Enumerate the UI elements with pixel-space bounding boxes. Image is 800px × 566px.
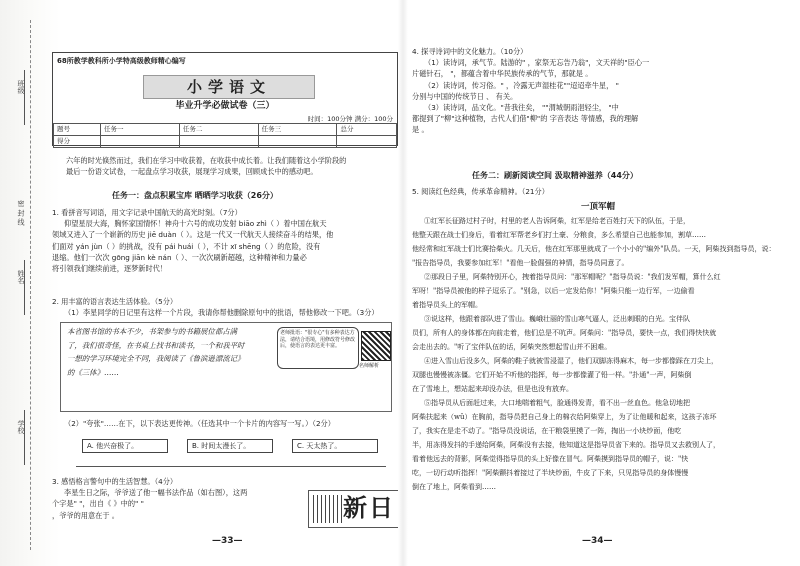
task2-heading: 任务二：刷新阅读空间 汲取精神滋养（44分） [472, 171, 638, 180]
passage-line: "报告指导员，我要参加红军！"看他一脸倔强的神情，指导员同意了。 [412, 259, 629, 267]
series-text: 68所教学教科所小学特高级教师精心编写 [57, 57, 186, 65]
score-input[interactable] [101, 136, 180, 148]
table-cell: 题号 [54, 124, 101, 136]
diary-line: 本省图书馆的书本不少，书架参与的书籍展位都占满 [67, 327, 237, 336]
passage-line: 在了雪地上，想站起来却没办法，但是也没有放弃。 [412, 385, 573, 393]
story-title: 一顶军帽 [580, 202, 615, 212]
passage-line: 吃，一切行动听指挥！"阿柴颤抖着接过了半块炒面，牛皮了下来，只见指导员的身体慢慢 [412, 469, 689, 477]
binding-margin [0, 0, 40, 566]
diary-line: 了，我们很奇怪，在书桌上找书和读书，一个和我平时 [67, 340, 245, 350]
question-text: 5. 阅读红色经典，传承革命精神。（21分） [412, 187, 549, 196]
question-line[interactable]: 是 。 [412, 125, 429, 135]
calligraphy-inscription [313, 495, 343, 523]
table-cell: 任务一 [101, 124, 180, 136]
passage-line: 员们，所有人的身体都在向前走着，他们总是不吭声。阿柴问："指导员，要快一点，我们得快快就 [412, 329, 717, 337]
qr-code-icon[interactable] [361, 331, 391, 361]
question-2 [52, 296, 396, 318]
school-underline [24, 410, 25, 465]
question-line: 将引领我们继续前进，逐梦新时代！ [52, 264, 168, 274]
exam-subtitle: 毕业升学必做试卷（三） [175, 101, 275, 111]
calligraphy-characters: 新日 [343, 493, 395, 522]
name-label: 姓名 [17, 270, 25, 284]
score-input[interactable] [258, 136, 337, 148]
question-3 [52, 476, 302, 521]
question-4 [412, 46, 784, 136]
intro-paragraph [52, 155, 396, 177]
question-text: 2. 用丰富的语言表达生活体验。（5分） [52, 297, 178, 306]
passage-line: ②那段日子里，阿柴特别开心，拽着指导员问："那军帽呢？"指导员说："我们发军帽，算什么红 [424, 273, 721, 281]
question-2-2 [52, 418, 396, 429]
question-5 [412, 186, 784, 197]
question-line[interactable]: （2）读诗词，传习俗。" ，冷露无声湿桂花""迢迢牵牛星， " [424, 80, 619, 90]
class-label: 班级 [17, 80, 25, 94]
diary-line: 的《三体》…… [67, 367, 119, 377]
question-sub: （2）"夸张"……在下，以下表达更传神。（任选其中一个卡片的内容写一写。）（2分） [64, 419, 335, 428]
question-line[interactable]: 都提到了"柳"这种植物，古代人们借"柳"的 字音表达 等情感，我的理解 [412, 114, 639, 124]
passage-line: 看着他远去的背影，阿柴觉得指导员的头上好像在冒气。阿柴摸到指导员的帽子，说："快 [412, 455, 689, 463]
option-card-c[interactable]: C. 天太热了。 [292, 439, 378, 453]
question-line[interactable]: （3）读诗词，品文化。"昔我往矣， ""渭城朝雨浥轻尘， "中 [424, 103, 619, 113]
page-33 [52, 0, 396, 566]
class-underline [24, 70, 25, 125]
question-text: 3. 感悟格言警句中的生活智慧。（4分） [52, 477, 178, 486]
question-line[interactable]: （1）读诗词，承气节。陆游的" ，家祭无忘告乃翁"，文天祥的"臣心一 [424, 58, 650, 68]
intro-line: 最后一份语文试卷，一起盘点学习收获，展现学习成果，回顾成长中的感动吧。 [66, 167, 318, 177]
question-1 [52, 207, 396, 274]
table-cell: 得分 [54, 136, 101, 148]
school-label: 学校 [17, 420, 25, 434]
passage-line: 了，我实在是走不动了。"指导员没说话，在干粮袋里摸了一阵，掏出一小块炒面，他吃 [412, 427, 682, 435]
exam-title: 小学语文 [143, 75, 315, 99]
page-number: —33— [212, 536, 243, 546]
score-table-row [54, 124, 397, 136]
passage-line: 会走出去的。"听了宝伴队伍的话，阿柴突然想起雪山并不困难。 [412, 343, 612, 351]
passage-line: 着指导员头上的军帽。 [412, 301, 482, 309]
passage-line: 阿柴扶起来（wǔ）在胸前，指导员把自己身上的棉衣给阿柴穿上，为了让他暖和起来，这孩子冻坏 [412, 413, 717, 421]
teacher-tip: 老师批语："很专心"有多种表达方法，请结合语境，用修改符号修改后，使语言的表达更丰富。 [277, 327, 359, 369]
qr-label: 名师解析 [359, 363, 380, 369]
passage-line: 倒在了地上，阿柴看到…… [412, 483, 496, 491]
question-line[interactable]: ，爷爷的用意在于 。 [52, 510, 119, 520]
question-text: 4. 探寻诗词中的文化魅力。（10分） [412, 47, 528, 56]
answer-line[interactable] [76, 466, 386, 467]
time-info: 时间：100分钟 满分：100分 [307, 115, 393, 123]
question-line[interactable]: 领域又进入了一个崭新的历史 jiē duàn（ ）。这是一代又一代航天人接续奋斗的结果，他 [52, 230, 334, 240]
passage-line: ④进入雪山后没多久，阿柴的鞋子就被雪浸湿了，他们双脚冻得麻木，每一步都像踩在刀尖上， [424, 357, 718, 365]
option-card-b[interactable]: B. 时间太漫长了。 [187, 439, 273, 453]
passage-line: 他经常和红军战士们比赛拾柴火。几天后，他在红军那里就成了一个小小的"编外"队员。一天，阿柴找到指导员，说： [412, 245, 776, 253]
score-table-row [54, 136, 397, 148]
passage-line: ⑤指导员从后面赶过来，大口地喘着粗气，脸通得发青，看不出一丝血色。他急切地把 [424, 399, 690, 407]
page-number: —34— [582, 536, 613, 546]
passage-line: 他整天跟在战士们身后，看着红军帮老乡们打土豪、分粮食，多么希望自己也能参加，割草…… [412, 231, 706, 239]
calligraphy-image [308, 490, 400, 528]
question-sub: （1）李星同学的日记里有这样一个片段，我请你帮他删除原句中的批语，帮他修改一下吧。（3分） [64, 308, 379, 318]
question-line[interactable]: 们面对 yán jùn（ ）的挑战，没有 pái huái（ ），不计 xī shēng（ ）的危险，没有 [52, 241, 321, 251]
passage-line: 军呀！"指导员被他的样子逗乐了。"别急，以后一定发给你！"阿柴只能一边行军，一边偷看 [412, 287, 695, 295]
question-line[interactable]: 退缩。他们一次次 gōng jiān kè nán（ ）、一次次刷新超越，这种精神和力量必 [52, 252, 307, 262]
reading-passage [412, 214, 784, 494]
question-line[interactable]: 个字是" "，出自《 》中的" " [52, 499, 144, 509]
task1-heading: 任务一：盘点积累宝库 晒晒学习收获（26分） [112, 191, 278, 200]
seal-line [30, 20, 31, 550]
name-underline [24, 260, 25, 315]
score-input[interactable] [337, 136, 397, 148]
page-34 [412, 0, 784, 566]
score-table [53, 123, 397, 148]
table-cell: 任务二 [179, 124, 258, 136]
question-line: 李星生日之际，爷爷送了他一幅书法作品（如右图），这两 [64, 488, 248, 498]
question-text: 1. 看拼音写词语，用文字记录中国航天的高光时刻。（7分） [52, 208, 242, 217]
score-input[interactable] [179, 136, 258, 148]
passage-line: 双腿也慢慢被冻僵。它们开始不听他的指挥，每一步都像灌了铅一样。"扑通"一声，阿柴倒 [412, 371, 692, 379]
page-fold [398, 0, 408, 566]
question-line[interactable]: 片磁针石， "，都蕴含着中华民族传承的气节，那就是 。 [412, 69, 593, 79]
passage-line: ③说这样，他跟着部队进了雪山。巍峨壮丽的雪山寒气逼人，泛出刺眼的白光。宝伴队 [424, 315, 690, 323]
question-line[interactable]: 分别与中国的传统节日 、 有关。 [412, 91, 518, 101]
passage-line: ①红军长征路过村子时，村里的老人告诉阿柴，红军是给老百姓打天下的队伍，于是， [424, 217, 690, 225]
passage-line: 半，用冻得发抖的手递给阿柴，阿柴没有去接，他知道这是指导员省下来的。指导员又去救别人了， [412, 441, 720, 449]
diary-line: 一想的学习环境完全不同，我阅读了《鲁滨逊漂流记》 [67, 354, 245, 363]
seal-line-label: 密 封 线 [17, 200, 25, 226]
exam-header [52, 52, 398, 146]
table-cell: 总分 [337, 124, 397, 136]
option-card-a[interactable]: A. 他兴奋极了。 [82, 439, 168, 453]
diary-box [60, 322, 392, 412]
question-line[interactable]: 仰望星辰大海，胸怀家国情怀！神舟十六号的成功发射 biāo zhì（ ）着中国在航天 [64, 219, 327, 229]
intro-line: 六年的时光倏然而过，我们在学习中收获着，在收获中成长着。让我们随着这小学阶段的 [66, 156, 347, 165]
table-cell: 任务三 [258, 124, 337, 136]
